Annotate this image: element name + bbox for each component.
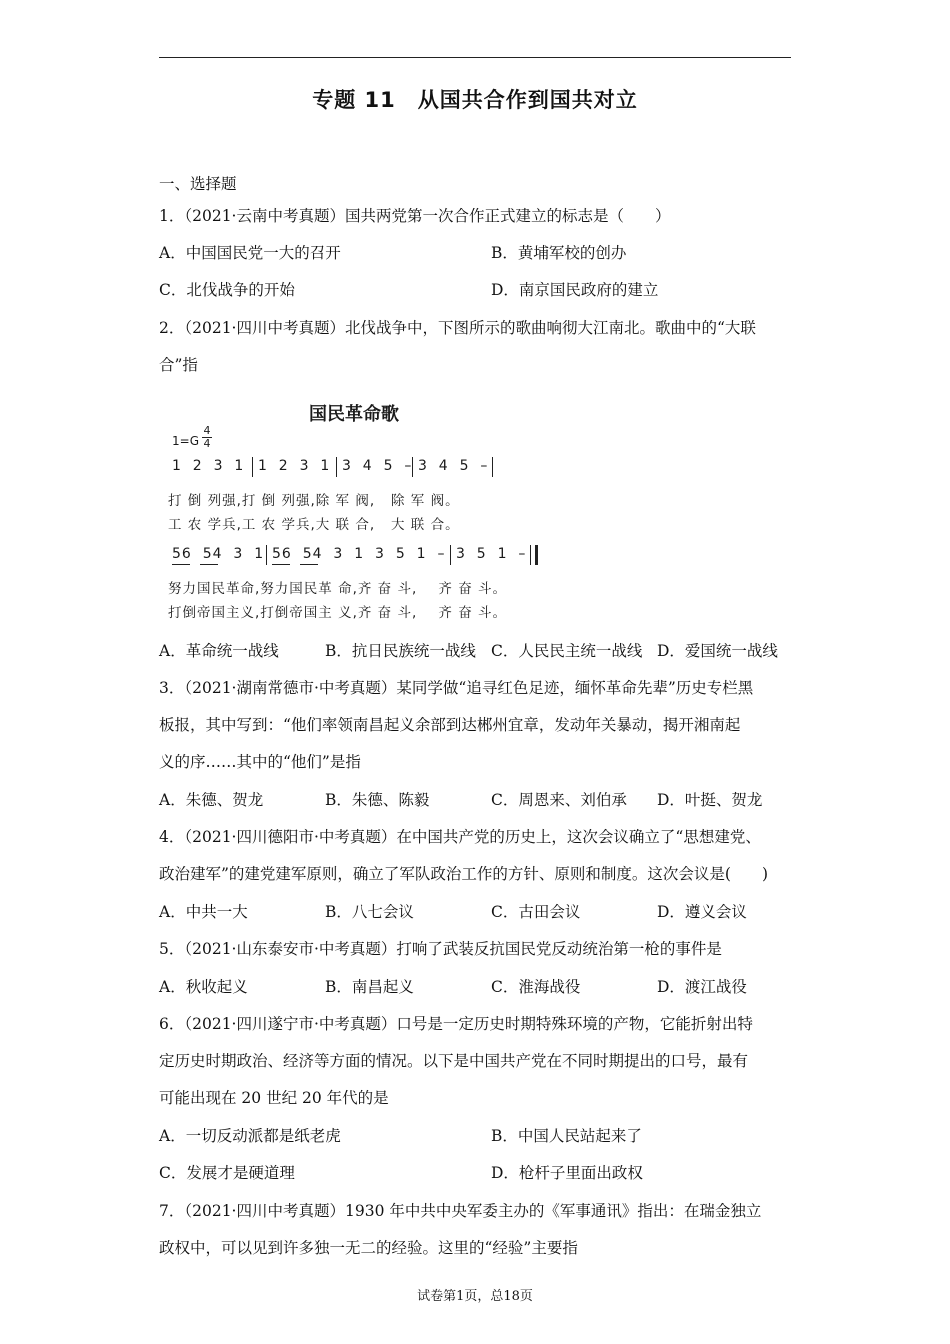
eighth-note-underline bbox=[300, 564, 318, 565]
notes-row-1-measure-2: 1 2 3 1 bbox=[258, 458, 331, 474]
eighth-note-underline bbox=[272, 564, 290, 565]
time-signature-bottom: 4 bbox=[203, 437, 211, 450]
barline bbox=[252, 457, 253, 477]
barline bbox=[492, 457, 493, 477]
question-4-option-d[interactable]: D．遵义会议 bbox=[657, 903, 747, 921]
question-6-stem-line-2: 定历史时期政治、经济等方面的情况。以下是中国共产党在不同时期提出的口号，最有 bbox=[159, 1052, 749, 1070]
eighth-note-underline bbox=[172, 564, 190, 565]
question-6-stem-line-3: 可能出现在 20 世纪 20 年代的是 bbox=[159, 1089, 389, 1107]
question-4-option-c[interactable]: C．古田会议 bbox=[491, 903, 581, 921]
header-rule bbox=[159, 57, 791, 58]
question-5-option-c[interactable]: C．淮海战役 bbox=[491, 978, 581, 996]
question-7-stem-line-1: 7．（2021·四川中考真题）1930 年中共中央军委主办的《军事通讯》指出：在瑞金独立 bbox=[159, 1202, 762, 1220]
barline bbox=[412, 457, 413, 477]
lyric-row-3: 努力国民革命,努力国民革 命,齐 奋 斗, 齐 奋 斗。 bbox=[168, 581, 507, 597]
notes-row-1-measure-1: 1 2 3 1 bbox=[172, 458, 245, 474]
question-5-option-a[interactable]: A．秋收起义 bbox=[159, 978, 248, 996]
notes-row-1-measure-4: 3 4 5 – bbox=[418, 458, 489, 474]
section-heading: 一、选择题 bbox=[159, 175, 237, 193]
question-3-stem-line-2: 板报，其中写到：“他们率领南昌起义余部到达郴州宜章，发动年关暴动，揭开湘南起 bbox=[159, 716, 741, 734]
question-1-option-a[interactable]: A．中国国民党一大的召开 bbox=[159, 244, 341, 262]
notes-row-2-measure-3: 3 5 1 – bbox=[456, 546, 527, 562]
question-3-option-c[interactable]: C．周恩来、刘伯承 bbox=[491, 791, 627, 809]
question-3-option-a[interactable]: A．朱德、贺龙 bbox=[159, 791, 264, 809]
question-1-option-c[interactable]: C．北伐战争的开始 bbox=[159, 281, 295, 299]
question-3-option-b[interactable]: B．朱德、陈毅 bbox=[325, 791, 430, 809]
question-1-stem: 1．（2021·云南中考真题）国共两党第一次合作正式建立的标志是（ ） bbox=[159, 207, 671, 225]
question-2-option-c[interactable]: C．人民民主统一战线 bbox=[491, 642, 643, 660]
lyric-row-2: 工 农 学兵,工 农 学兵,大 联 合, 大 联 合。 bbox=[168, 517, 460, 533]
page-title: 专题 11 从国共合作到国共对立 bbox=[312, 88, 638, 112]
lyric-row-1: 打 倒 列强,打 倒 列强,除 军 阀, 除 军 阀。 bbox=[168, 493, 460, 509]
song-score-image bbox=[166, 398, 546, 624]
lyric-row-4: 打倒帝国主义,打倒帝国主 义,齐 奋 斗, 齐 奋 斗。 bbox=[168, 605, 507, 621]
question-6-option-d[interactable]: D．枪杆子里面出政权 bbox=[491, 1164, 643, 1182]
song-title: 国民革命歌 bbox=[309, 404, 399, 425]
question-1-option-d[interactable]: D．南京国民政府的建立 bbox=[491, 281, 659, 299]
barline bbox=[450, 545, 451, 565]
question-3-stem-line-1: 3．（2021·湖南常德市·中考真题）某同学做“追寻红色足迹，缅怀革命先辈”历史专栏黑 bbox=[159, 679, 754, 697]
page-footer: 试卷第1页，总18页 bbox=[417, 1289, 533, 1304]
question-6-option-b[interactable]: B．中国人民站起来了 bbox=[491, 1127, 642, 1145]
question-4-stem-line-2: 政治建军”的建党建军原则，确立了军队政治工作的方针、原则和制度。这次会议是( ) bbox=[159, 865, 769, 883]
question-3-option-d[interactable]: D．叶挺、贺龙 bbox=[657, 791, 763, 809]
question-6-option-a[interactable]: A．一切反动派都是纸老虎 bbox=[159, 1127, 341, 1145]
question-2-stem-line-1: 2．（2021·四川中考真题）北伐战争中，下图所示的歌曲响彻大江南北。歌曲中的“大联 bbox=[159, 319, 756, 337]
question-5-stem: 5．（2021·山东泰安市·中考真题）打响了武装反抗国民党反动统治第一枪的事件是 bbox=[159, 940, 722, 958]
final-barline-thick bbox=[535, 545, 538, 565]
question-3-stem-line-3: 义的序……其中的“他们”是指 bbox=[159, 753, 361, 771]
final-barline-thin bbox=[530, 545, 531, 565]
notes-row-2-measure-1: 56 54 3 1 bbox=[172, 546, 265, 562]
question-4-option-a[interactable]: A．中共一大 bbox=[159, 903, 248, 921]
song-key: 1=G bbox=[172, 434, 199, 448]
time-signature-top: 4 bbox=[203, 424, 211, 437]
barline bbox=[336, 457, 337, 477]
barline bbox=[266, 545, 267, 565]
question-2-option-d[interactable]: D．爱国统一战线 bbox=[657, 642, 778, 660]
eighth-note-underline bbox=[200, 564, 218, 565]
question-6-option-c[interactable]: C．发展才是硬道理 bbox=[159, 1164, 295, 1182]
notes-row-2-measure-2: 56 54 3 1 3 5 1 – bbox=[272, 546, 446, 562]
question-2-option-a[interactable]: A．革命统一战线 bbox=[159, 642, 279, 660]
question-4-stem-line-1: 4．（2021·四川德阳市·中考真题）在中国共产党的历史上，这次会议确立了“思想建党、 bbox=[159, 828, 761, 846]
question-2-stem-line-2: 合”指 bbox=[159, 356, 198, 374]
question-5-option-d[interactable]: D．渡江战役 bbox=[657, 978, 747, 996]
question-5-option-b[interactable]: B．南昌起义 bbox=[325, 978, 414, 996]
question-1-option-b[interactable]: B．黄埔军校的创办 bbox=[491, 244, 627, 262]
question-4-option-b[interactable]: B．八七会议 bbox=[325, 903, 414, 921]
time-signature bbox=[202, 426, 212, 449]
notes-row-1-measure-3: 3 4 5 – bbox=[342, 458, 413, 474]
question-7-stem-line-2: 政权中，可以见到许多独一无二的经验。这里的“经验”主要指 bbox=[159, 1239, 578, 1257]
question-2-option-b[interactable]: B．抗日民族统一战线 bbox=[325, 642, 476, 660]
question-6-stem-line-1: 6．（2021·四川遂宁市·中考真题）口号是一定历史时期特殊环境的产物，它能折射出特 bbox=[159, 1015, 753, 1033]
